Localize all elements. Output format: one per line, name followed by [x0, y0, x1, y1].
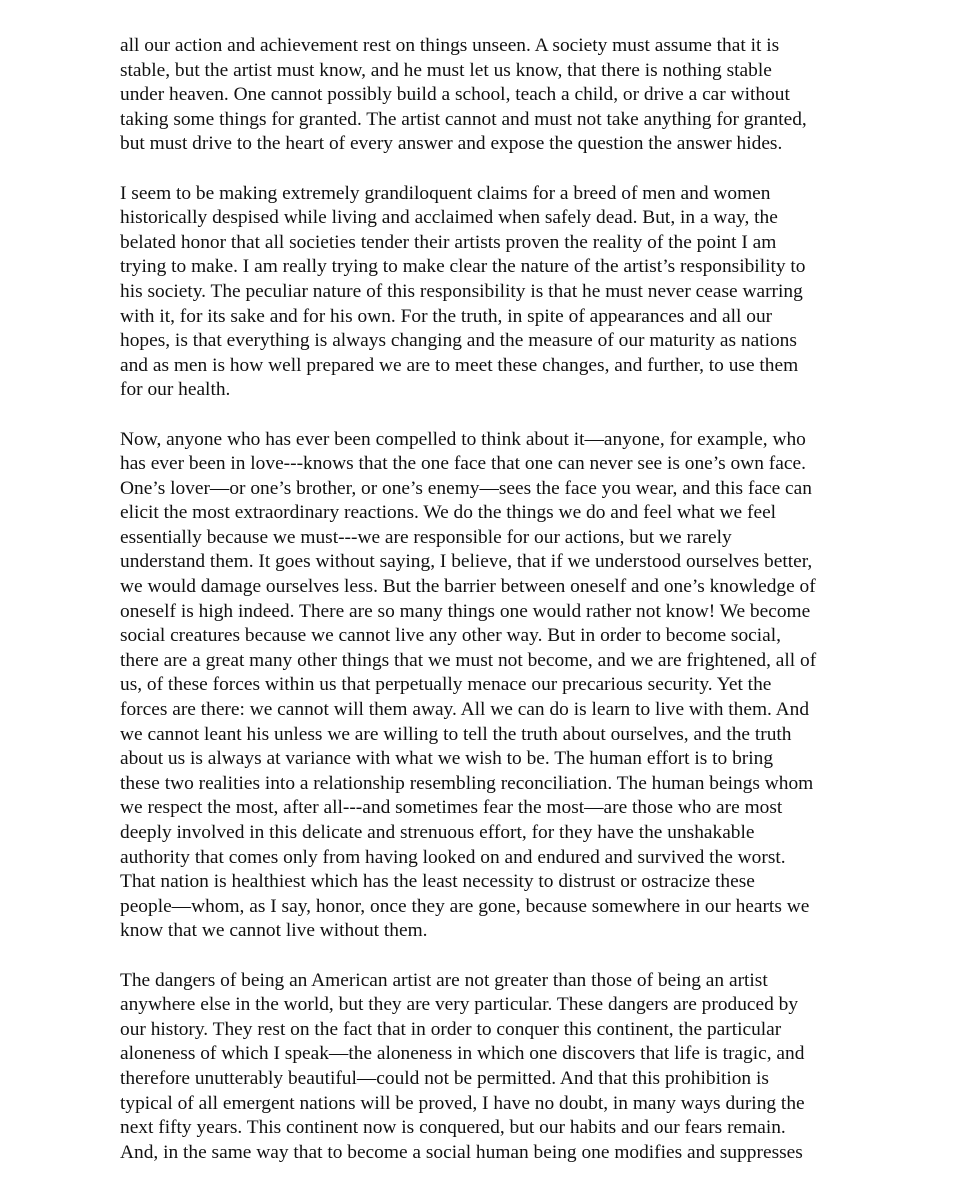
text-line: next fifty years. This continent now is conquered, but our habits and our fears remain. — [120, 1117, 786, 1139]
paragraph — [120, 969, 905, 1166]
text-line: for our health. — [120, 379, 231, 401]
text-line: people—whom, as I say, honor, once they are gone, because somewhere in our hearts we — [120, 895, 810, 917]
text-line: under heaven. One cannot possibly build a school, teach a child, or drive a car without — [120, 84, 790, 106]
paragraph — [120, 428, 905, 944]
text-line: taking some things for granted. The artist cannot and must not take anything for granted, — [120, 108, 807, 130]
text-line: we cannot leant his unless we are willing to tell the truth about ourselves, and the truth — [120, 723, 792, 745]
text-line: hopes, is that everything is always changing and the measure of our maturity as nations — [120, 330, 797, 352]
text-line: all our action and achievement rest on things unseen. A society must assume that it is — [120, 35, 780, 56]
text-line: these two realities into a relationship resembling reconciliation. The human beings whom — [120, 772, 814, 794]
text-line: I seem to be making extremely grandiloquent claims for a breed of men and women — [120, 182, 771, 204]
text-line: deeply involved in this delicate and strenuous effort, for they have the unshakable — [120, 822, 755, 843]
text-line: our history. They rest on the fact that in order to conquer this continent, the particular — [120, 1018, 782, 1040]
text-line: Now, anyone who has ever been compelled to think about it—anyone, for example, who — [120, 428, 806, 450]
text-line: us, of these forces within us that perpetually menace our precarious security. Yet the — [120, 674, 772, 696]
text-line: we respect the most, after all---and sometimes fear the most—are those who are most — [120, 797, 783, 819]
text-line: we would damage ourselves less. But the barrier between oneself and one’s knowledge of — [120, 576, 816, 598]
body-text — [120, 34, 905, 1190]
text-line: anywhere else in the world, but they are very particular. These dangers are produced by — [120, 994, 799, 1016]
text-line: forces are there: we cannot will them away. All we can do is learn to live with them. And — [120, 699, 810, 721]
text-line: oneself is high indeed. There are so many things one would rather not know! We become — [120, 600, 811, 622]
text-line: stable, but the artist must know, and he must let us know, that there is nothing stable — [120, 59, 772, 81]
text-line: historically despised while living and acclaimed when safely dead. But, in a way, the — [120, 207, 778, 229]
text-line: social creatures because we cannot live any other way. But in order to become social, — [120, 625, 781, 647]
text-line: understand them. It goes without saying, I believe, that if we understood ourselves better, — [120, 551, 813, 573]
text-line: That nation is healthiest which has the least necessity to distrust or ostracize these — [120, 871, 755, 893]
text-line: authority that comes only from having looked on and endured and survived the worst. — [120, 846, 786, 868]
text-line: has ever been in love---knows that the one face that one can never see is one’s own face. — [120, 453, 806, 475]
text-line: And, in the same way that to become a social human being one modifies and suppresses — [120, 1141, 803, 1163]
paragraph — [120, 182, 905, 403]
text-line: trying to make. I am really trying to make clear the nature of the artist’s responsibility to — [120, 256, 806, 278]
text-line: but must drive to the heart of every answer and expose the question the answer hides. — [120, 133, 783, 155]
text-line: his society. The peculiar nature of this responsibility is that he must never cease warring — [120, 280, 803, 302]
text-line: aloneness of which I speak—the aloneness in which one discovers that life is tragic, and — [120, 1043, 805, 1065]
text-line: belated honor that all societies tender their artists proven the reality of the point I am — [120, 231, 777, 253]
text-line: The dangers of being an American artist are not greater than those of being an artist — [120, 969, 768, 991]
text-line: and as men is how well prepared we are to meet these changes, and further, to use them — [120, 354, 799, 376]
text-line: therefore unutterably beautiful—could not be permitted. And that this prohibition is — [120, 1067, 769, 1089]
text-line: One’s lover—or one’s brother, or one’s enemy—sees the face you wear, and this face can — [120, 477, 812, 499]
text-line: typical of all emergent nations will be proved, I have no doubt, in many ways during the — [120, 1092, 805, 1114]
text-line: know that we cannot live without them. — [120, 920, 428, 942]
text-line: about us is always at variance with what we wish to be. The human effort is to bring — [120, 748, 774, 770]
paragraph — [120, 34, 905, 157]
text-line: essentially because we must---we are responsible for our actions, but we rarely — [120, 526, 732, 548]
text-line: with it, for its sake and for his own. For the truth, in spite of appearances and all our — [120, 305, 773, 327]
text-line: there are a great many other things that we must not become, and we are frightened, all of — [120, 649, 817, 671]
text-line: elicit the most extraordinary reactions. We do the things we do and feel what we feel — [120, 502, 777, 524]
